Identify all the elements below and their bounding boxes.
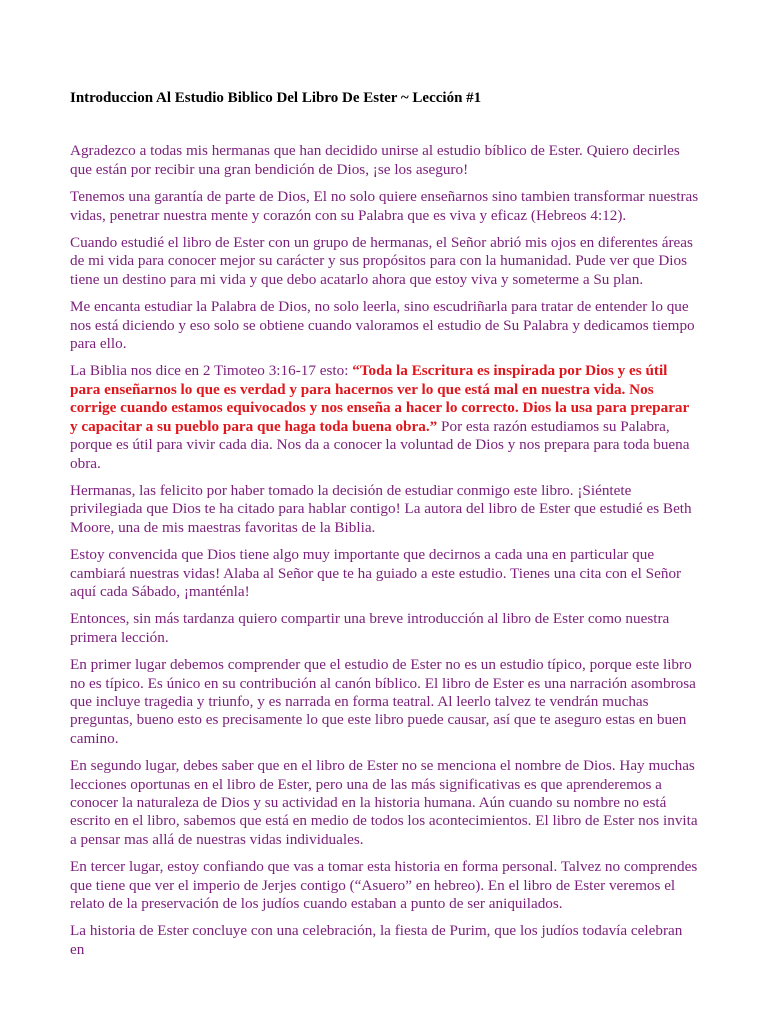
bible-quote-outro: Por esta razón estudiamos su Palabra, porque es útil para vivir cada dia. Nos da a conocer la voluntad de Dios y nos prepara para toda buena obra. <box>70 417 690 472</box>
paragraph-introduction: Entonces, sin más tardanza quiero compartir una breve introducción al libro de Ester como nuestra primera lección. <box>70 610 670 646</box>
paragraph-congratulations: Hermanas, las felicito por haber tomado la decisión de estudiar conmigo este libro. ¡Siéntete privilegiada que Dios te ha citado para hablar contigo! La autora del libro de Ester que estudié es Beth Moore, una de mis maestras favoritas de la Biblia. <box>70 481 692 536</box>
paragraph-gratitude: Agradezco a todas mis hermanas que han decidido unirse al estudio bíblico de Ester. Quiero decirles que están por recibir una gran bendición de Dios, ¡se los aseguro! <box>70 142 680 178</box>
paragraph-second-point: En segundo lugar, debes saber que en el libro de Ester no se menciona el nombre de Dios. Hay muchas lecciones oportunas en el libro de Ester, pero una de las más significativas es que aprenderemos a conocer la naturaleza de Dios y su actividad en la historia humana. Aún cuando su nombre no está escrito en el libro, sabemos que está en medio de todos los acontecimientos. El libro de Ester nos invita a pensar mas allá de nuestras vidas individuales. <box>70 757 698 848</box>
paragraph-love-of-word: Me encanta estudiar la Palabra de Dios, no solo leerla, sino escudriñarla para tratar de entender lo que nos está diciendo y eso solo se obtiene cuando valoramos el estudio de Su Palabra y dedicamos tiempo para ello. <box>70 298 695 353</box>
paragraph-first-point: En primer lugar debemos comprender que el estudio de Ester no es un estudio típico, porque este libro no es típico. Es único en su contribución al canón bíblico. El libro de Ester es una narración asombrosa que incluye tragedia y triunfo, y es narrada en forma teatral. Al leerlo talvez te vendrán muchas preguntas, bueno esto es precisamente lo que este libro puede causar, así que te aseguro estas en buen camino. <box>70 656 696 747</box>
paragraph-guarantee: Tenemos una garantía de parte de Dios, El no solo quiere enseñarnos sino tambien transformar nuestras vidas, penetrar nuestra mente y corazón con su Palabra que es viva y eficaz (Hebreos 4:12). <box>70 188 699 224</box>
paragraph-study-experience: Cuando estudié el libro de Ester con un grupo de hermanas, el Señor abrió mis ojos en diferentes áreas de mi vida para conocer mejor su carácter y sus propósitos para con la humanidad. Pude ver que Dios tiene un destino para mi vida y que debo acatarlo ahora que estoy viva y someterme a Su plan. <box>70 234 693 288</box>
document-page <box>70 89 700 968</box>
bible-quote-text: “Toda la Escritura es inspirada por Dios y es útil para enseñarnos lo que es verdad y para hacernos ver lo que está mal en nuestra vida. Nos corrige cuando estamos equivocados y nos enseña a hacer lo correcto. Dios la usa para preparar y capacitar a su pueblo para que haga toda buena obra.” <box>70 362 689 435</box>
paragraph-bible-quote <box>70 362 700 472</box>
paragraph-third-point: En tercer lugar, estoy confiando que vas a tomar esta historia en forma personal. Talvez no comprendes que tiene que ver el imperio de Jerjes contigo (“Asuero” en hebreo). En el libro de Ester veremos el relato de la preservación de los judíos cuando estaban a punto de ser aniquilados. <box>70 858 698 913</box>
document-title: Introduccion Al Estudio Biblico Del Libro De Ester ~ Lección #1 <box>70 90 482 106</box>
paragraph-conviction: Estoy convencida que Dios tiene algo muy importante que decirnos a cada una en particular que cambiará nuestras vidas! Alaba al Señor que te ha guiado a este estudio. Tienes una cita con el Señor aquí cada Sábado, ¡manténla! <box>70 546 682 600</box>
paragraph-purim: La historia de Ester concluye con una celebración, la fiesta de Purim, que los judíos todavía celebran en <box>70 922 683 958</box>
bible-quote-intro: La Biblia nos dice en 2 Timoteo 3:16-17 esto: <box>70 362 353 380</box>
